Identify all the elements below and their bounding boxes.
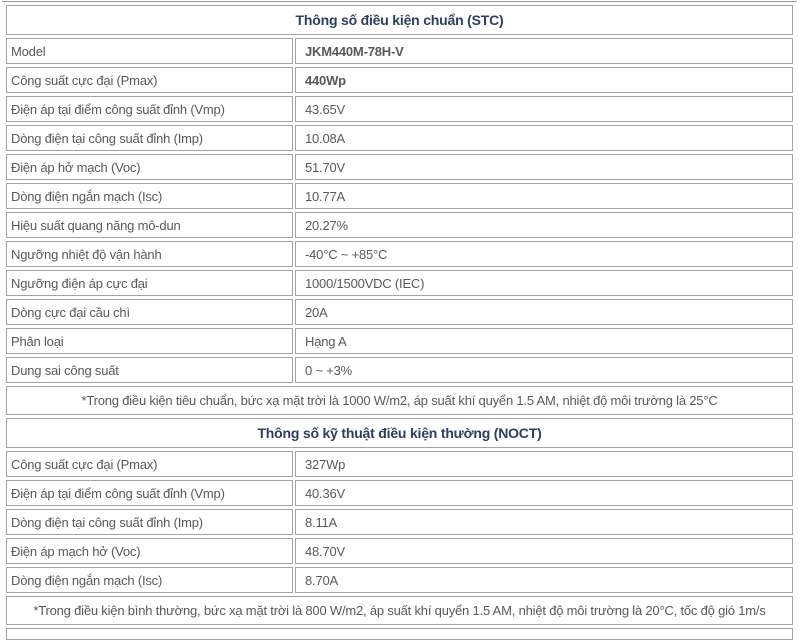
spec-row xyxy=(6,183,793,209)
spec-row xyxy=(6,538,793,564)
spec-label: Công suất cực đại (Pmax) xyxy=(6,67,293,93)
spec-row xyxy=(6,96,793,122)
section-note-text: *Trong điều kiện tiêu chuẩn, bức xạ mặt trời là 1000 W/m2, áp suất khí quyển 1.5 AM, nhiệt độ môi trường là 25°C xyxy=(6,386,793,415)
section-note-row xyxy=(6,596,793,625)
section-header-title: Thông số điều kiện chuẩn (STC) xyxy=(6,5,793,35)
spec-value: 40.36V xyxy=(295,480,793,506)
spec-value: 10.08A xyxy=(295,125,793,151)
spec-value: 8.11A xyxy=(295,509,793,535)
next-section-partial-row xyxy=(6,628,793,640)
spec-row xyxy=(6,357,793,383)
spec-row xyxy=(6,212,793,238)
spec-label: Dung sai công suất xyxy=(6,357,293,383)
spec-label: Điện áp tại điểm công suất đỉnh (Vmp) xyxy=(6,96,293,122)
spec-label: Điện áp hở mạch (Voc) xyxy=(6,154,293,180)
spec-label: Điện áp mạch hở (Voc) xyxy=(6,538,293,564)
spec-row xyxy=(6,480,793,506)
section-header-row xyxy=(6,418,793,448)
section-note-text: *Trong điều kiện bình thường, bức xạ mặt trời là 800 W/m2, áp suất khí quyển 1.5 AM, nhiệt độ môi trường là 20°C, tốc độ gió 1m/s xyxy=(6,596,793,625)
spec-label: Điện áp tại điểm công suất đỉnh (Vmp) xyxy=(6,480,293,506)
spec-row xyxy=(6,154,793,180)
spec-value: 0 ~ +3% xyxy=(295,357,793,383)
spec-label: Dòng điện tại công suất đỉnh (Imp) xyxy=(6,125,293,151)
spec-label: Dòng cực đại cầu chì xyxy=(6,299,293,325)
spec-label: Hiệu suất quang năng mô-dun xyxy=(6,212,293,238)
spec-value: 327Wp xyxy=(295,451,793,477)
spec-row xyxy=(6,299,793,325)
spec-label: Dòng điện ngắn mạch (Isc) xyxy=(6,183,293,209)
spec-label: Ngưỡng điện áp cực đại xyxy=(6,270,293,296)
spec-value: 48.70V xyxy=(295,538,793,564)
spec-label: Ngưỡng nhiệt độ vận hành xyxy=(6,241,293,267)
spec-value: 10.77A xyxy=(295,183,793,209)
spec-value: 1000/1500VDC (IEC) xyxy=(295,270,793,296)
spec-value: -40°C ~ +85°C xyxy=(295,241,793,267)
spec-value: JKM440M-78H-V xyxy=(295,38,793,64)
spec-row xyxy=(6,270,793,296)
spec-label: Công suất cực đại (Pmax) xyxy=(6,451,293,477)
spec-value: Hạng A xyxy=(295,328,793,354)
spec-value: 43.65V xyxy=(295,96,793,122)
spec-row xyxy=(6,451,793,477)
section-note-row xyxy=(6,386,793,415)
top-divider-line xyxy=(2,1,797,2)
spec-label: Phân loại xyxy=(6,328,293,354)
section-header-title: Thông số kỹ thuật điều kiện thường (NOCT) xyxy=(6,418,793,448)
section-header-row xyxy=(6,5,793,35)
spec-value: 8.70A xyxy=(295,567,793,593)
spec-value: 440Wp xyxy=(295,67,793,93)
spec-tables xyxy=(6,5,793,640)
spec-row xyxy=(6,67,793,93)
spec-row xyxy=(6,125,793,151)
spec-row xyxy=(6,328,793,354)
spec-label: Dòng điện tại công suất đỉnh (Imp) xyxy=(6,509,293,535)
spec-row xyxy=(6,38,793,64)
spec-row xyxy=(6,509,793,535)
spec-row xyxy=(6,567,793,593)
spec-label: Dòng điện ngắn mạch (Isc) xyxy=(6,567,293,593)
spec-value: 20A xyxy=(295,299,793,325)
spec-label: Model xyxy=(6,38,293,64)
spec-value: 51.70V xyxy=(295,154,793,180)
spec-row xyxy=(6,241,793,267)
spec-value: 20.27% xyxy=(295,212,793,238)
